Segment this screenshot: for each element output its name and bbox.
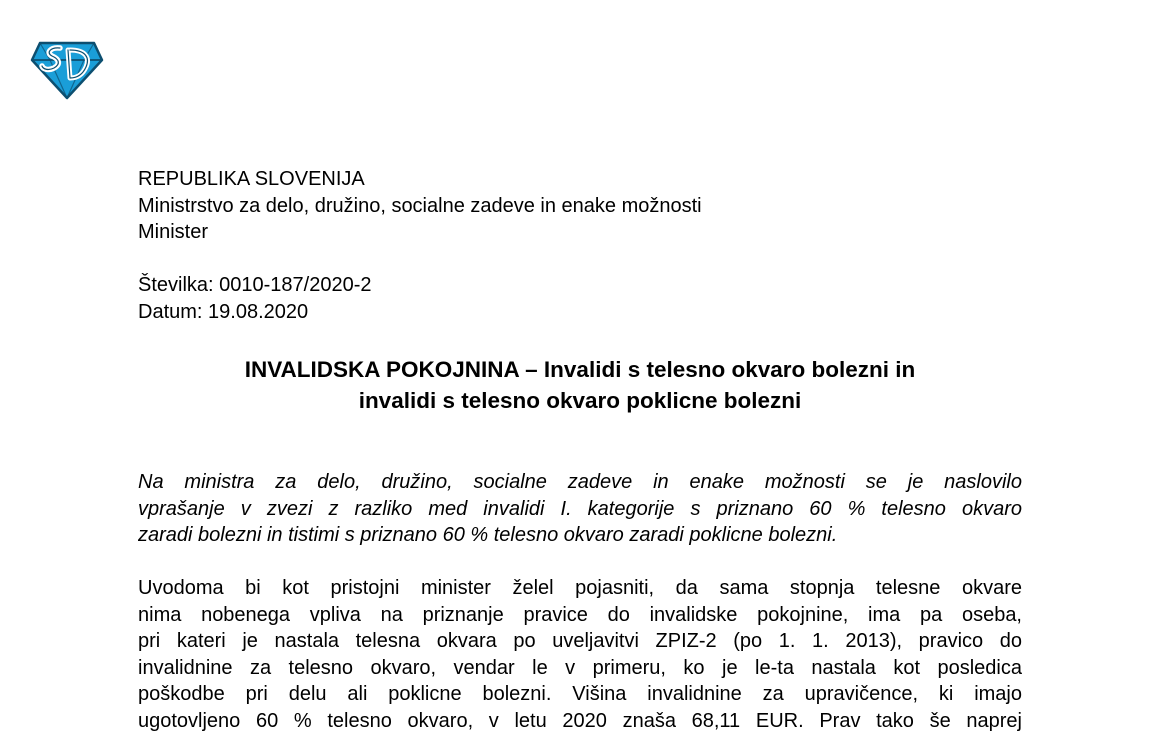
header-ministry: Ministrstvo za delo, družino, socialne zadeve in enake možnosti: [138, 194, 702, 217]
body-line: poškodbe pri delu ali poklicne bolezni. Višina invalidnine za upravičence, ki imajo: [138, 683, 1022, 705]
document-number: Številka: 0010-187/2020-2: [138, 274, 372, 296]
body-line: Uvodoma bi kot pristojni minister želel pojasniti, da sama stopnja telesne okvare: [138, 577, 1022, 599]
sd-logo-icon: [30, 38, 104, 100]
document-title: [138, 354, 1022, 416]
body-paragraph: [138, 575, 1022, 734]
body-line: nima nobenega vpliva na priznanje pravice do invalidske pokojnine, ima pa oseba,: [138, 603, 1022, 626]
title-line-1: INVALIDSKA POKOJNINA – Invalidi s telesno okvaro bolezni in: [244, 357, 916, 382]
header-role: Minister: [138, 221, 209, 243]
title-line-2: invalidi s telesno okvaro poklicne bolezni: [358, 388, 802, 413]
body-line: invalidnine za telesno okvaro, vendar le v primeru, ko je le-ta nastala kot posledica: [138, 656, 1022, 679]
intro-line: zaradi bolezni in tistimi s priznano 60 % telesno okvaro zaradi poklicne bolezni.: [138, 524, 838, 546]
intro-paragraph: [138, 469, 1022, 549]
body-line: pri kateri je nastala telesna okvara po uveljavitvi ZPIZ-2 (po 1. 1. 2013), pravico do: [138, 630, 1022, 652]
party-logo: [30, 38, 104, 100]
document-meta: [138, 272, 372, 325]
letter-header: [138, 166, 702, 246]
intro-line: vprašanje v zvezi z razliko med invalidi I. kategorije s priznano 60 % telesno okvaro: [138, 497, 1022, 520]
intro-line: Na ministra za delo, družino, socialne zadeve in enake možnosti se je naslovilo: [138, 471, 1022, 493]
body-line: ugotovljeno 60 % telesno okvaro, v letu 2020 znaša 68,11 EUR. Prav tako še naprej: [138, 709, 1022, 732]
header-country: REPUBLIKA SLOVENIJA: [138, 168, 365, 190]
document-date: Datum: 19.08.2020: [138, 300, 309, 323]
